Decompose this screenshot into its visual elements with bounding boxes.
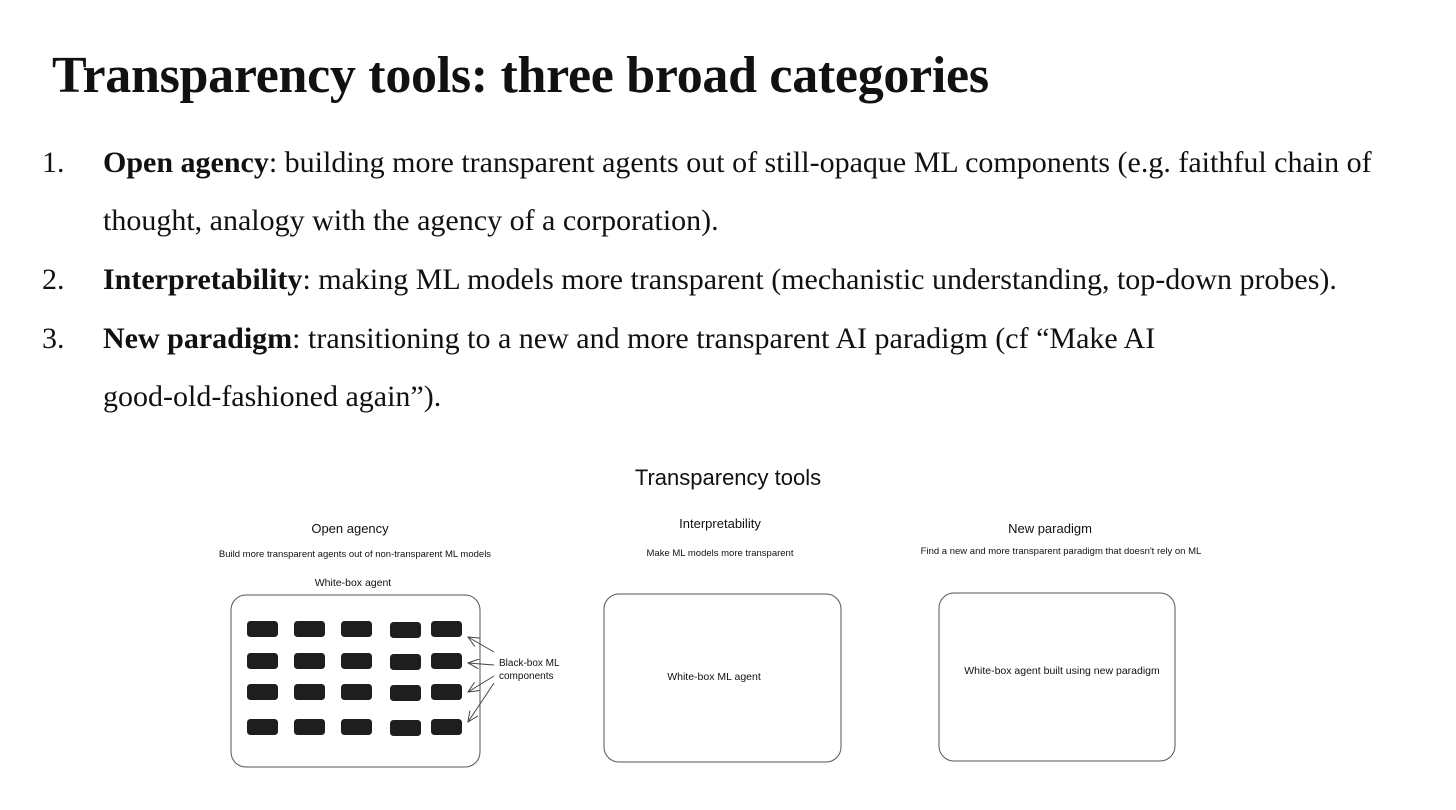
black-box-component bbox=[294, 684, 325, 700]
white-box-agent-frame bbox=[231, 595, 480, 767]
slide-title: Transparency tools: three broad categories bbox=[52, 47, 989, 104]
panel-heading: New paradigm bbox=[1008, 521, 1092, 536]
item-description: : transitioning to a new and more transparent AI paradigm (cf “Make AI bbox=[292, 322, 1156, 355]
black-box-component bbox=[431, 719, 462, 735]
item-term: Interpretability bbox=[103, 263, 303, 296]
item-description-continued: good-old-fashioned again”). bbox=[103, 380, 442, 413]
panel-heading: Open agency bbox=[311, 521, 389, 536]
panel-heading: Interpretability bbox=[679, 516, 761, 531]
black-box-component bbox=[431, 653, 462, 669]
panel-interpretability bbox=[604, 516, 841, 762]
black-box-component bbox=[341, 653, 372, 669]
black-box-component bbox=[390, 622, 421, 638]
panel-subtitle: Make ML models more transparent bbox=[646, 548, 794, 559]
black-box-component bbox=[294, 719, 325, 735]
box-label: White-box agent bbox=[314, 577, 392, 589]
item-number: 1. bbox=[42, 146, 65, 179]
black-box-component bbox=[390, 654, 421, 670]
panel-subtitle: Find a new and more transparent paradigm that doesn't rely on ML bbox=[920, 546, 1202, 557]
box-inner-label: White-box agent built using new paradigm bbox=[964, 665, 1160, 677]
panel-subtitle: Build more transparent agents out of non-transparent ML models bbox=[218, 549, 492, 560]
item-number: 3. bbox=[42, 322, 65, 355]
box-inner-label: White-box ML agent bbox=[667, 671, 761, 683]
black-box-component bbox=[341, 719, 372, 735]
black-box-component bbox=[390, 685, 421, 701]
item-number: 2. bbox=[42, 263, 65, 296]
callout-label: Black-box ML bbox=[499, 658, 560, 669]
black-box-component bbox=[390, 720, 421, 736]
black-box-component bbox=[294, 621, 325, 637]
item-description: : building more transparent agents out of still-opaque ML components (e.g. faithful chain of bbox=[268, 146, 1372, 179]
black-box-component bbox=[247, 653, 278, 669]
item-term: New paradigm bbox=[103, 322, 293, 355]
item-description-continued: thought, analogy with the agency of a corporation). bbox=[103, 204, 719, 237]
panel-open-agency bbox=[219, 521, 560, 767]
item-description: : making ML models more transparent (mechanistic understanding, top-down probes). bbox=[302, 263, 1337, 296]
black-box-component bbox=[431, 621, 462, 637]
black-box-component bbox=[247, 719, 278, 735]
panel-new-paradigm bbox=[921, 521, 1202, 761]
new-paradigm-agent-frame bbox=[939, 593, 1175, 761]
black-box-component bbox=[294, 653, 325, 669]
black-box-component bbox=[431, 684, 462, 700]
callout-label-continued: components bbox=[499, 671, 554, 682]
diagram-title: Transparency tools bbox=[634, 465, 822, 490]
black-box-component bbox=[247, 684, 278, 700]
item-term: Open agency bbox=[103, 146, 269, 179]
black-box-component bbox=[341, 621, 372, 637]
black-box-component bbox=[341, 684, 372, 700]
black-box-component bbox=[247, 621, 278, 637]
